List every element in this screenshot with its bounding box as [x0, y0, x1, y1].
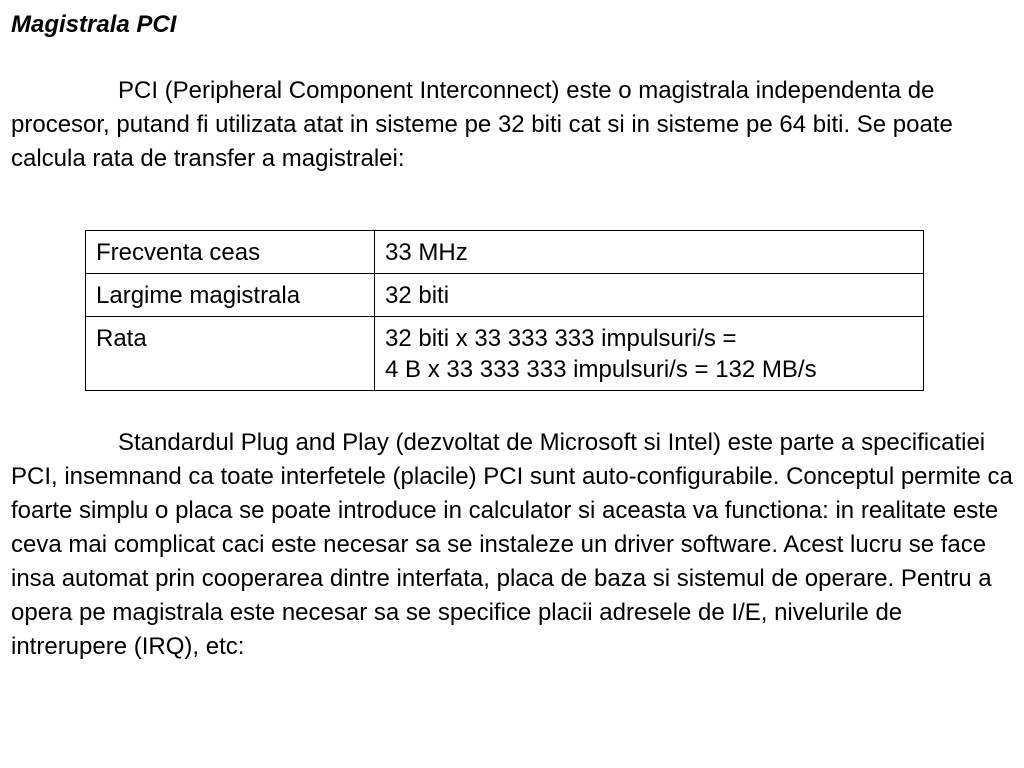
pci-transfer-rate-table — [85, 230, 924, 391]
intro-paragraph: PCI (Peripheral Component Interconnect) este o magistrala independenta de procesor, putand fi utilizata atat in sisteme pe 32 biti cat si in sisteme pe 64 biti. Se poate calcula rata de transfer a magistralei: — [11, 77, 953, 172]
table-cell-value-line: 33 MHz — [385, 239, 468, 266]
table-cell-label: Largime magistrala — [86, 274, 375, 317]
table-row — [86, 231, 924, 274]
document-title: Magistrala PCI — [11, 11, 177, 38]
table-cell-value-line: 4 B x 33 333 333 impulsuri/s = 132 MB/s — [385, 356, 817, 383]
table-row — [86, 317, 924, 391]
table-cell-label: Rata — [86, 317, 375, 391]
table-cell-value-line: 32 biti x 33 333 333 impulsuri/s = — [385, 325, 737, 352]
table-cell-value — [375, 317, 924, 391]
plug-and-play-paragraph: Standardul Plug and Play (dezvoltat de Microsoft si Intel) este parte a specificatiei PCI, insemnand ca toate interfetele (placile) PCI sunt auto-configurabile. Conceptul permite ca foarte simplu o placa se poate introduce in calculator si aceasta va functiona: in realitate este ceva mai complicat caci este necesar sa se instaleze un driver software. Acest lucru se face insa automat prin cooperarea dintre interfata, placa de baza si sistemul de operare. Pentru a opera pe magistrala este necesar sa se specifice placii adresele de I/E, nivelurile de intrerupere (IRQ), etc: — [11, 429, 1013, 660]
table-row — [86, 274, 924, 317]
table-cell-value — [375, 231, 924, 274]
table-cell-label: Frecventa ceas — [86, 231, 375, 274]
table-cell-value-line: 32 biti — [385, 282, 450, 309]
table-cell-value — [375, 274, 924, 317]
